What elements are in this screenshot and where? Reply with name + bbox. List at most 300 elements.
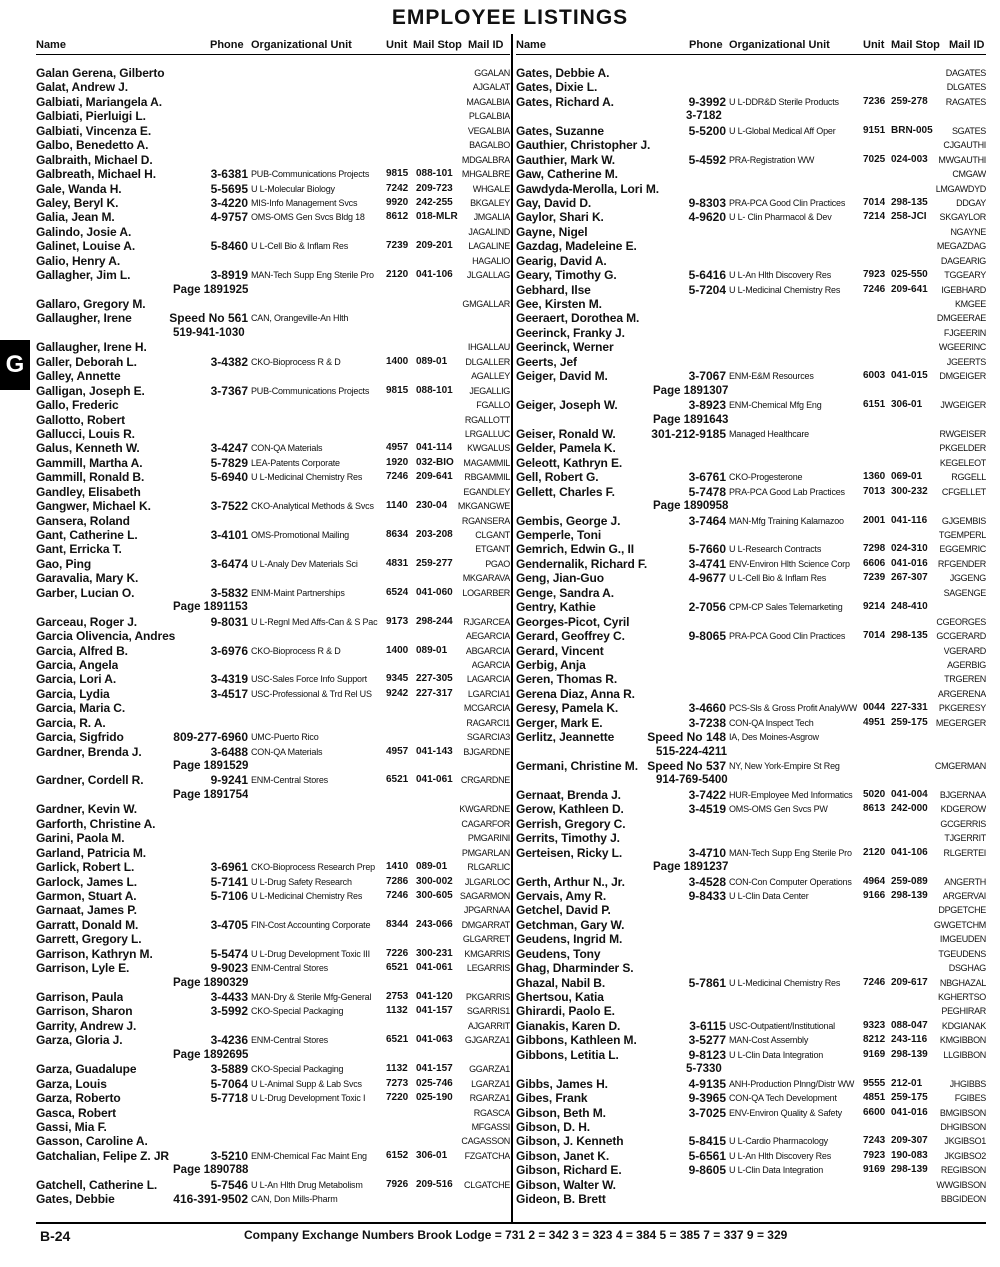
mail-id: TRGEREN [944,674,986,685]
employee-name: Gideon, B. Brett [516,1192,606,1207]
employee-name: Georges-Picot, Cyril [516,614,630,629]
employee-name: Geerts, Jef [516,354,577,369]
mail-id: ETGANT [475,544,510,555]
listing-row [516,456,986,470]
listing-row [36,701,510,715]
mail-stop: 041-143 [416,745,453,757]
listing-row [516,1120,986,1134]
unit-number: 7025 [863,153,886,165]
employee-name: Garrison, Kathryn M. [36,946,153,961]
listing-row [516,268,986,282]
org-unit: MAN-Tech Supp Eng Sterile Pro [729,847,852,858]
listing-row [36,1120,510,1134]
listing-row [36,1077,510,1091]
org-unit: U L- Clin Pharmacol & Dev [729,212,832,223]
org-unit: PRA-Registration WW [729,154,815,165]
mail-id: KWGARDNE [459,804,510,815]
mail-stop: 243-066 [416,918,453,930]
mail-stop: 298-139 [891,889,928,901]
listing-row [36,1048,510,1062]
listing-row [36,413,510,427]
phone-number: 3-4101 [210,528,248,542]
org-unit: U L-Drug Development Toxic III [251,948,370,959]
mail-stop: 300-231 [416,947,453,959]
header-mailid: Mail ID [949,39,985,51]
phone-number: 3-7067 [688,369,726,384]
listing-row [516,875,986,889]
employee-name: Gates, Debbie [36,1192,115,1207]
mail-stop: 088-101 [416,168,453,180]
phone-number: 4-9677 [688,571,726,586]
mail-id: CRGARDNE [460,775,510,786]
mail-id: GGARZA1 [469,1064,510,1075]
org-unit: U L-Clin Data Integration [729,1049,824,1060]
unit-number: 6151 [863,399,886,411]
unit-number: 0044 [863,702,886,714]
listing-row [516,629,986,643]
mail-stop: 041-061 [416,774,453,786]
mail-stop: 025-746 [416,1077,453,1089]
employee-name: Galbreath, Michael H. [36,167,156,182]
phone-number: 301-212-9185 [651,426,726,441]
listing-row [516,283,986,297]
mail-id: TJGERRIT [944,833,986,844]
employee-name: Gassi, Mia F. [36,1119,107,1134]
mail-id: VEGALBIA [467,125,510,136]
mail-id: RGALLOTT [464,414,510,425]
employee-name: Gauthier, Mark W. [516,152,615,167]
phone-number: 3-4705 [210,917,248,932]
mail-id: WWGIBSON [936,1179,986,1190]
employee-name: Garrison, Lyle E. [36,961,130,976]
listing-row [516,831,986,845]
listing-row [36,268,510,282]
employee-name: Getchel, David P. [516,903,611,918]
mail-stop: 032-BIO [416,456,454,468]
mail-stop: 041-116 [891,514,928,526]
continuation-line: Page 1891754 [173,788,249,801]
mail-id: MEGERGER [935,717,986,728]
listing-row [516,759,986,773]
continuation-line: Page 1890958 [653,500,729,513]
employee-name: Ghirardi, Paolo E. [516,1004,615,1019]
unit-number: 8634 [386,529,409,540]
phone-number: 4-9757 [210,210,248,225]
mail-stop: 025-550 [891,269,928,281]
employee-name: Garmon, Stuart A. [36,888,137,903]
mail-id: KWGALUS [467,443,510,454]
org-unit: PRA-PCA Good Clin Practices [729,631,846,642]
mail-id: REGIBSON [940,1165,986,1176]
mail-id: CGEORGES [936,616,986,627]
mail-id: DHGIBSON [940,1121,986,1132]
column-header [36,34,510,55]
phone-number: 3-4382 [210,354,248,369]
mail-stop: 230-04 [416,500,448,512]
mail-id: NBGHAZAL [939,977,986,988]
mail-id: DSGHAG [948,963,986,974]
employee-name: Gallaugher, Irene [36,311,132,326]
mail-id: FGIBES [954,1093,986,1104]
mail-stop: 298-244 [416,615,453,627]
mail-stop: 306-01 [416,1149,448,1161]
employee-name: Gernaat, Brenda J. [516,787,621,802]
listing-row [36,528,510,542]
phone-number: 3-5210 [210,1148,248,1163]
employee-name: Gasson, Caroline A. [36,1134,148,1149]
unit-number: 7923 [863,269,886,281]
employee-name: Garlock, James L. [36,874,138,889]
mail-id: TGEMPERL [938,530,986,540]
listing-row [36,138,510,152]
listing-row [516,1134,986,1148]
employee-name: Gerrits, Timothy J. [516,831,620,846]
phone-number: 3-7367 [210,383,248,398]
unit-number: 8612 [386,211,409,223]
org-unit: ENM-Central Stores [251,775,328,786]
continuation-line: Page 1891529 [173,760,249,772]
employee-name: Gates, Suzanne [516,123,604,138]
org-unit: CON-QA Materials [251,746,323,757]
unit-number: 4831 [386,557,409,569]
listing-row [516,918,986,932]
employee-name: Gembis, George J. [516,513,621,528]
employee-name: Galbiati, Pierluigi L. [36,109,146,124]
mail-id: BAGALBO [469,140,510,151]
employee-name: Gauthier, Christopher J. [516,138,651,153]
phone-number: 3-5992 [210,1004,248,1019]
org-unit: U L-Clin Data Integration [729,1165,824,1176]
employee-name: Geudens, Tony [516,946,601,961]
unit-number: 6152 [386,1149,409,1161]
listing-row [36,672,510,686]
phone-number: 5-7141 [210,874,248,889]
mail-id: LAGARCIA [466,674,510,685]
org-unit: ENM-Central Stores [251,963,328,974]
listing-row [516,1019,986,1033]
mail-id: CAGARFOR [461,818,510,829]
mail-stop: 259-277 [416,557,453,569]
listing-row [516,254,986,268]
listing-row [36,990,510,1004]
section-tab: G [0,340,30,390]
employee-name: Garrett, Gregory L. [36,932,142,947]
employee-name: Galbo, Benedetto A. [36,138,149,153]
phone-number: 5-8415 [688,1134,726,1149]
listing-row [36,961,510,975]
unit-number: 1410 [386,861,409,873]
mail-id: DAGEARIG [940,255,986,266]
employee-name: Gammill, Ronald B. [36,470,145,485]
listing-row [516,384,986,398]
unit-number: 6600 [863,1106,886,1118]
listing-row [36,1178,510,1192]
org-unit: Managed Healthcare [729,428,809,439]
mail-id: MAGAMMIL [463,457,510,468]
listing-row [516,644,986,658]
unit-number: 6521 [386,1034,409,1046]
mail-id: FZGATCHA [464,1150,510,1161]
employee-name: Gibbons, Letitia L. [516,1047,619,1062]
mail-id: MCGARCIA [463,703,510,714]
listing-rows [516,66,986,1207]
listing-row [36,239,510,253]
phone-number: 5-7204 [688,282,726,297]
mail-id: MAGALBIA [466,96,510,107]
mail-id: FGALLO [476,400,510,411]
listing-row [516,326,986,340]
listing-row [36,1019,510,1033]
phone-number: 3-8923 [688,398,726,413]
mail-stop: 024-310 [891,543,928,555]
mail-id: DMGARRAT [461,919,510,930]
phone-number: 4-9620 [688,210,726,225]
mail-id: MHGALBRE [461,169,510,180]
listing-row [516,961,986,975]
unit-number: 7014 [863,630,886,642]
phone-number: 3-4517 [210,686,248,701]
listing-row [516,182,986,196]
mail-stop: 041-106 [416,269,453,281]
mail-id: EGANDLEY [463,486,510,497]
mail-stop: 041-114 [416,442,453,454]
org-unit: NY, New York-Empire St Reg [729,761,840,771]
employee-name: Gee, Kirsten M. [516,297,602,311]
listing-row [516,557,986,571]
listing-row [36,167,510,181]
mail-id: PMGARLAN [461,847,510,858]
org-unit: U L-Analy Dev Materials Sci [251,558,358,569]
listing-row [516,716,986,730]
unit-number: 5020 [863,788,886,800]
org-unit: U L-Regnl Med Affs-Can & S Pac [251,616,378,627]
listing-row [36,470,510,484]
listing-row [516,311,986,325]
phone-number: 5-7829 [210,455,248,470]
org-unit: LEA-Patents Corporate [251,457,340,468]
phone-number: 3-4247 [210,441,248,456]
phone-number: 5-7064 [210,1076,248,1091]
continuation-line: Page 1891153 [173,601,248,614]
mail-stop: 298-139 [891,1164,928,1176]
mail-id: JLGARLOC [464,876,510,887]
employee-name: Garcia Olivencia, Andres [36,629,176,644]
org-unit: CAN, Orangeville-An Hlth [251,313,349,324]
listing-row [36,687,510,701]
employee-name: Galio, Henry A. [36,253,121,268]
listing-row [516,297,986,311]
listing-row [36,182,510,196]
listing-row [36,542,510,556]
mail-id: RFGENDER [937,558,986,569]
listing-row [36,297,510,311]
listing-row [516,427,986,441]
mail-id: LGARZA1 [471,1078,510,1089]
unit-number: 9242 [386,687,409,699]
phone-number: 3-4710 [688,845,726,860]
listing-row [36,932,510,946]
employee-name: Garrison, Sharon [36,1004,133,1019]
unit-number: 7246 [863,283,886,295]
mail-id: LEGARRIS [466,963,510,974]
mail-id: GGALAN [474,68,510,78]
listing-row [516,1149,986,1163]
unit-number: 7242 [386,182,409,194]
mail-id: GJGARZA1 [464,1035,510,1046]
mail-id: PKGERESY [938,703,986,714]
phone-number: 3-7422 [688,787,726,802]
org-unit: CKO-Special Packaging [251,1006,344,1017]
org-unit: PUB-Communications Projects [251,169,370,180]
org-unit: USC-Sales Force Info Support [251,674,367,685]
employee-name: Galbraith, Michael D. [36,152,153,167]
employee-name: Gallaugher, Irene H. [36,340,147,355]
listing-row [36,109,510,123]
org-unit: USC-Professional & Trd Rel US [251,688,372,699]
listing-row [36,557,510,571]
header-name: Name [516,39,546,51]
unit-number: 7246 [386,471,409,483]
phone-number: 3-6976 [210,643,248,658]
mail-stop: 041-063 [416,1034,453,1046]
org-unit: MAN-Dry & Sterile Mfg-General [251,992,372,1002]
mail-id: KMGIBBON [939,1035,986,1046]
phone-number: 3-6474 [210,556,248,571]
mail-id: DAGATES [945,68,986,78]
mail-stop: 209-641 [416,471,453,483]
employee-name: Garcia, Maria C. [36,701,126,716]
employee-name: Gentry, Kathie [516,600,596,615]
org-unit: CKO-Bioprocess R & D [251,356,341,367]
continuation-line: Page 1890329 [173,976,249,989]
listing-row [516,1091,986,1105]
employee-name: Geary, Timothy G. [516,268,617,283]
employee-name: Galbiati, Mariangela A. [36,94,162,109]
employee-name: Gandley, Elisabeth [36,484,141,499]
employee-name: Galus, Kenneth W. [36,441,140,456]
listing-row [516,514,986,528]
right-column [516,34,986,1207]
org-unit: USC-Outpatient/Institutional [729,1020,835,1031]
listing-row [36,499,510,513]
mail-stop: BRN-005 [891,124,933,136]
employee-name: Gerrish, Gregory C. [516,816,626,831]
listing-row [36,1062,510,1076]
unit-number: 6003 [863,370,886,382]
listing-row [36,1134,510,1148]
listing-row [36,384,510,398]
unit-number: 7298 [863,543,886,555]
listing-row [36,1192,510,1206]
phone-number: 5-8460 [210,239,248,254]
unit-number: 9920 [386,196,409,208]
column-divider [511,34,513,1222]
listing-row [516,745,986,759]
mail-id: LAGALINE [468,241,510,252]
phone-number: 3-7238 [688,715,726,730]
phone-number: 5-4592 [688,152,726,167]
mail-id: IMGEUDEN [939,934,986,945]
employee-name: Geerinck, Werner [516,340,614,355]
header-name: Name [36,39,66,51]
unit-number: 7226 [386,947,409,959]
exchange-numbers: Company Exchange Numbers Brook Lodge = 731 2 = 342 3 = 323 4 = 384 5 = 385 7 = 337 9 = 329 [244,1228,788,1242]
mail-stop: 041-016 [891,557,928,569]
listing-row [516,1163,986,1177]
employee-name: Gates, Richard A. [516,94,614,109]
phone-number: 5-7478 [688,484,726,499]
listing-row [36,1033,510,1047]
phone-number: 2-7056 [688,600,726,615]
employee-name: Galley, Annette [36,369,121,384]
mail-id: DLGALLER [465,356,510,367]
mail-id: GLGARRET [462,934,510,945]
mail-stop: 227-317 [416,687,453,699]
phone-number: 5-5474 [210,946,248,961]
listing-row [36,1091,510,1105]
listing-row [516,210,986,224]
listing-row [516,66,986,80]
phone-number: 5-6416 [688,268,726,283]
unit-number: 7220 [386,1092,409,1104]
listing-row [36,817,510,831]
unit-number: 7243 [863,1135,886,1147]
mail-id: RGANSERA [461,515,510,526]
unit-number: 6521 [386,774,409,786]
mail-stop: 018-MLR [416,211,458,223]
mail-stop: 298-139 [891,1048,928,1060]
mail-id: MFGASSI [471,1121,510,1132]
unit-number: 8344 [386,918,409,930]
phone-number: 9-8433 [688,888,726,903]
mail-id: AEGARCIA [465,631,510,642]
unit-number: 7246 [863,976,886,988]
unit-number: 4957 [386,745,409,757]
employee-name: Garcia, Lori A. [36,672,117,687]
listing-row [516,1033,986,1047]
listing-row [516,687,986,701]
phone-number: 3-4660 [688,701,726,716]
phone-number: 4-9135 [688,1076,726,1091]
employee-name: Gangwer, Michael K. [36,499,151,514]
phone-number: 9-8031 [210,614,248,629]
mail-id: ABGARCIA [465,645,510,656]
unit-number: 1400 [386,644,409,656]
unit-number: 7923 [863,1149,886,1161]
mail-id: PKGARRIS [465,992,510,1002]
employee-name: Gerard, Geoffrey C. [516,629,625,644]
mail-stop: 088-101 [416,384,453,396]
org-unit: U L-An Hlth Discovery Res [729,1150,832,1161]
listing-row [516,846,986,860]
listing-row [36,644,510,658]
org-unit: U L-Molecular Biology [251,183,335,194]
mail-stop: 089-01 [416,861,448,873]
mail-id: RGARZA1 [469,1093,510,1104]
employee-name: Geiger, David M. [516,369,608,384]
unit-number: 9214 [863,601,886,613]
mail-stop: 088-047 [891,1019,928,1031]
employee-name: Gansera, Roland [36,513,130,528]
phone-number: 3-6115 [689,1018,726,1033]
employee-name: Gellett, Charles F. [516,484,615,499]
phone-number: 3-4528 [688,874,726,889]
mail-id: LMGAWDYD [935,183,986,194]
mail-id: JPGARNAA [463,905,510,916]
mail-stop: 041-004 [891,788,928,800]
unit-number: 8613 [863,803,886,815]
org-unit: U L-Cell Bio & Inflam Res [251,241,349,252]
